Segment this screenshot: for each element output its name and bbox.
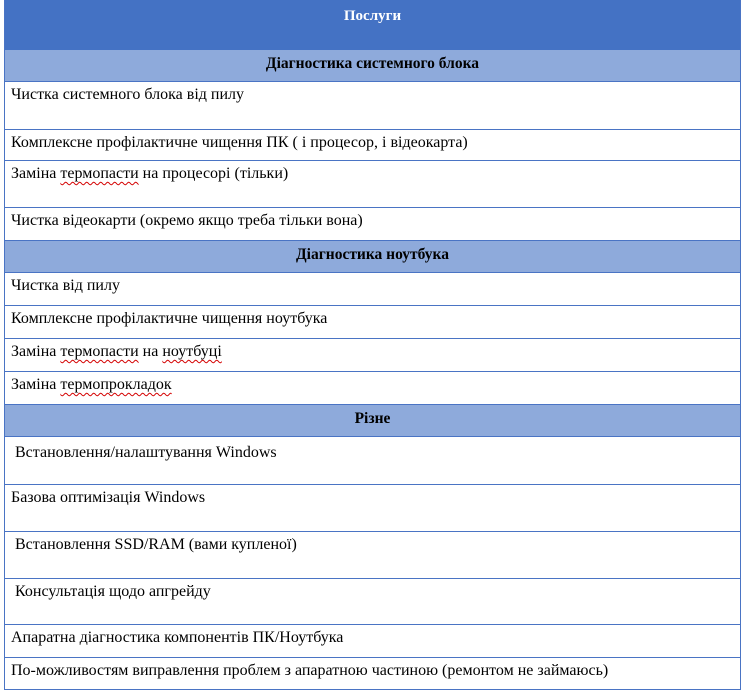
table-row: Чистка системного блока від пилу [5, 82, 740, 130]
table-row [5, 161, 740, 208]
section-header-desktop: Діагностика системного блока [5, 50, 740, 82]
table-row: Базова оптимізація Windows [5, 485, 740, 532]
table-row: Встановлення SSD/RAM (вами купленої) [5, 532, 740, 579]
spellcheck-word: термопасти [60, 165, 139, 182]
services-table [4, 0, 741, 690]
spellcheck-word: термопрокладок [60, 376, 172, 393]
table-row: Комплексне профілактичне чищення ноутбука [5, 306, 740, 339]
table-title: Послуги [5, 0, 740, 50]
section-header-misc: Різне [5, 405, 740, 437]
row-text-pre: Заміна [11, 343, 61, 360]
row-text-post: на процесорі (тільки) [138, 165, 289, 182]
table-row: Комплексне профілактичне чищення ПК ( і процесор, і відеокарта) [5, 130, 740, 161]
table-row: По-можливостям виправлення проблем з апаратною частиною (ремонтом не займаюсь) [5, 658, 740, 690]
table-row: Чистка відеокарти (окремо якщо треба тільки вона) [5, 208, 740, 241]
row-text-pre: Заміна [11, 165, 61, 182]
table-row: Консультація щодо апгрейду [5, 579, 740, 625]
section-header-laptop: Діагностика ноутбука [5, 241, 740, 273]
spellcheck-word: ноутбуці [162, 343, 222, 360]
row-text-pre: Заміна [11, 376, 61, 393]
table-row [5, 339, 740, 372]
table-row: Чистка від пилу [5, 273, 740, 306]
table-row: Встановлення/налаштування Windows [5, 437, 740, 485]
table-row: Апаратна діагностика компонентів ПК/Ноутбука [5, 625, 740, 658]
table-row [5, 372, 740, 405]
row-text-mid: на [138, 343, 163, 360]
spellcheck-word: термопасти [60, 343, 139, 360]
